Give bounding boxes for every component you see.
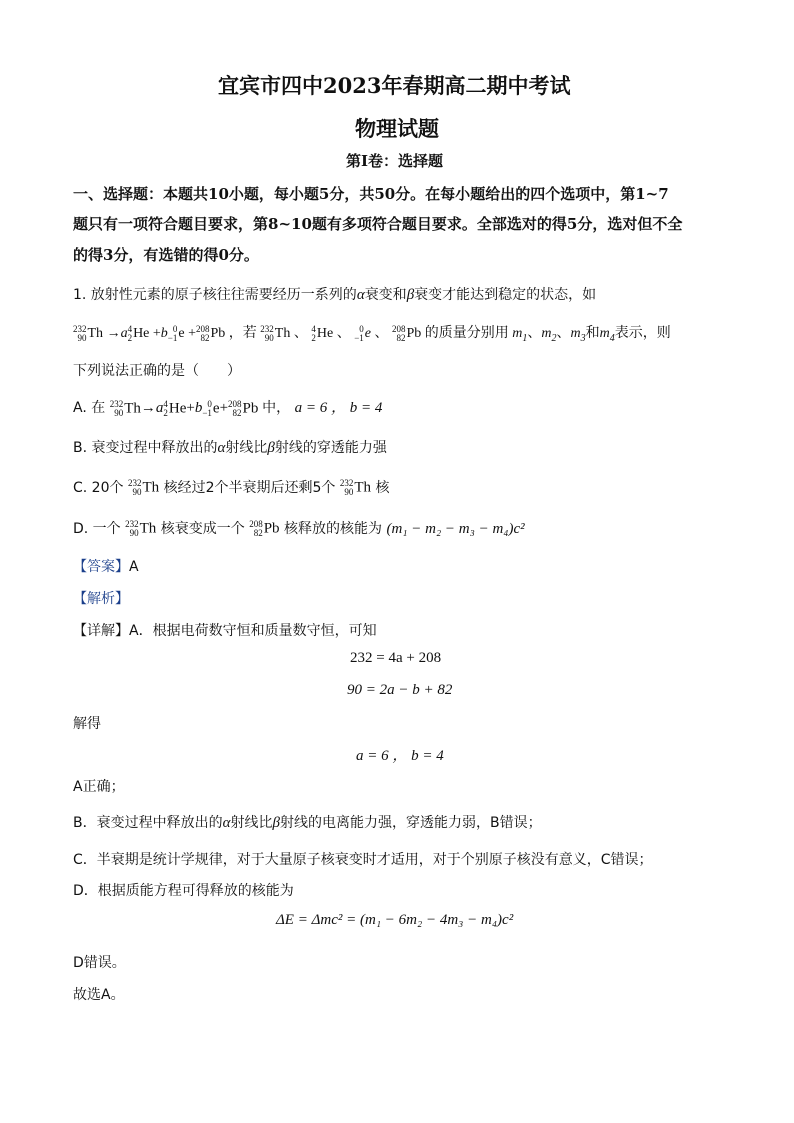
section-instructions-line3: 的得3分，有选错的得0分。 xyxy=(73,246,259,264)
section-instructions-line1: 一、选择题：本题共10小题，每小题5分，共50分。在每小题给出的四个选项中，第1~7 xyxy=(73,185,669,203)
stem-text-b: 衰变和 xyxy=(364,287,407,303)
option-d-expression: (m₁ − m₂ − m₃ − m₄)c² xyxy=(386,521,525,537)
stem-mass-text: 的质量分别用 xyxy=(424,325,509,341)
equation-1: 232 = 4a + 208 xyxy=(350,650,442,666)
equation-4: ΔE = Δmc² = (m₁ − 6m₂ − 4m₃ − m₄)c² xyxy=(276,912,514,928)
beta-symbol: β xyxy=(406,287,415,303)
analysis-label: 【解析】 xyxy=(73,591,129,607)
equation-2: 90 = 2a − b + 82 xyxy=(347,682,453,698)
stem-if: ，若 xyxy=(228,325,257,341)
option-c: C. 20个 232 90 Th 核经过2个半衰期后还剩5个 232 90 Th 核 xyxy=(73,478,390,497)
solve-label: 解得 xyxy=(73,716,101,732)
alpha-symbol: α xyxy=(356,287,365,303)
answer-label: 【答案】 xyxy=(73,559,129,575)
option-a: A. 在 232 90 Th→a 4 2 He+b 0 −1 e+ 208 82 Pb 中， a = 6 ， b = 4 xyxy=(73,398,383,418)
a-correct: A正确； xyxy=(73,779,125,795)
stem-text-c: 衰变才能达到稳定的状态，如 xyxy=(414,287,597,303)
option-b: B. 衰变过程中释放出的α射线比β射线的穿透能力强 xyxy=(73,440,387,456)
volume-heading: 第I卷：选择题 xyxy=(346,152,444,170)
question-stem-line2: 232 90 Th →a 4 2 He +b 0 −1 e + 208 82 Pb ，若 232 90 Th 、 4 2 He 、 0 −1 e 、 208 82 Pb 的质量分别用 $m_1$、$m_2$、$m_3$和$m_4$表示，则 xyxy=(73,323,671,344)
conclusion: 故选A。 xyxy=(73,987,125,1003)
b-explanation: B．衰变过程中释放出的α射线比β射线的电离能力强，穿透能力弱，B错误； xyxy=(73,815,542,831)
equation-3: a = 6 ， b = 4 xyxy=(356,748,444,764)
nuclide-pb: 208 82 Pb xyxy=(196,323,226,343)
nuclide-e: 0 −1 e xyxy=(167,323,185,343)
answer-value: A xyxy=(129,559,139,575)
stem-text-a: 1. 放射性元素的原子核往往需要经历一系列的 xyxy=(73,287,357,303)
page-subtitle: 物理试题 xyxy=(355,116,439,141)
question-stem-line3: 下列说法正确的是（ ） xyxy=(73,363,241,379)
section-instructions-line2: 题只有一项符合题目要求，第8~10题有多项符合题目要求。全部选对的得5分，选对但不全 xyxy=(73,215,683,233)
nuclide-he: 4 2 He xyxy=(127,323,150,343)
stem-end-text: 表示，则 xyxy=(614,325,671,341)
detail-line: 【详解】A．根据电荷数守恒和质量数守恒，可知 xyxy=(73,623,377,639)
answer-line xyxy=(73,556,139,576)
page-title: 宜宾市四中2023年春期高二期中考试 xyxy=(218,73,571,98)
question-stem-line1 xyxy=(73,284,596,304)
d-wrong: D错误。 xyxy=(73,955,126,971)
d-explanation: D．根据质能方程可得释放的核能为 xyxy=(73,883,294,899)
nuclide-th: 232 90 Th xyxy=(73,323,104,343)
detail-label: 【详解】 xyxy=(73,623,129,639)
option-d: D. 一个 232 90 Th 核衰变成一个 208 82 Pb 核释放的核能为 (m₁ − m₂ − m₃ − m₄)c² xyxy=(73,519,525,538)
c-explanation: C．半衰期是统计学规律，对于大量原子核衰变时才适用，对于个别原子核没有意义，C错误； xyxy=(73,852,653,868)
option-a-values: a = 6 ， b = 4 xyxy=(294,400,383,416)
